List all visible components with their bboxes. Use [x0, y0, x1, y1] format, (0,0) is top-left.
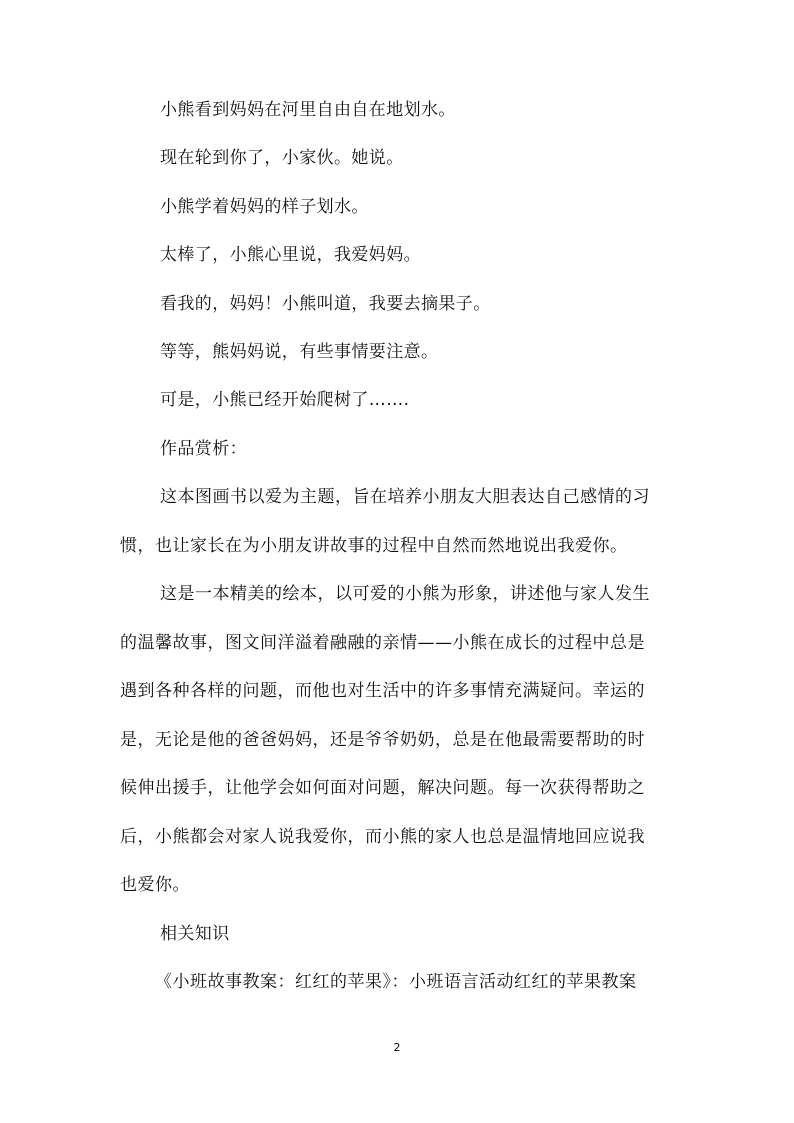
story-line-1: 小熊看到妈妈在河里自由自在地划水。 [160, 100, 456, 120]
paragraph2-line-2: 的温馨故事，图文间洋溢着融融的亲情——小熊在成长的过程中总是 [120, 633, 645, 653]
paragraph2-line-5: 候伸出援手，让他学会如何面对问题，解决问题。每一次获得帮助之 [120, 778, 645, 798]
appreciation-heading: 作品赏析： [160, 439, 247, 459]
story-line-3: 小熊学着妈妈的样子划水。 [160, 197, 369, 217]
paragraph2-line-4: 是，无论是他的爸爸妈妈，还是爷爷奶奶，总是在他最需要帮助的时 [120, 730, 645, 750]
paragraph2-line-1: 这是一本精美的绘本，以可爱的小熊为形象，讲述他与家人发生 [160, 584, 650, 604]
related-heading: 相关知识 [160, 924, 230, 944]
related-link[interactable]: 《小班故事教案：红红的苹果》：小班语言活动红红的苹果教案 [155, 972, 637, 992]
story-line-4: 太棒了，小熊心里说，我爱妈妈。 [160, 245, 421, 265]
paragraph2-line-3: 遇到各种各样的问题，而他也对生活中的许多事情充满疑问。幸运的 [120, 681, 645, 701]
paragraph2-line-6: 后，小熊都会对家人说我爱你，而小熊的家人也总是温情地回应说我 [120, 827, 645, 847]
story-line-7: 可是，小熊已经开始爬树了……. [160, 390, 410, 410]
page-number: 2 [393, 1041, 401, 1054]
story-line-2: 现在轮到你了，小家伙。她说。 [160, 148, 404, 168]
story-line-6: 等等，熊妈妈说，有些事情要注意。 [160, 342, 439, 362]
paragraph2-line-7: 也爱你。 [120, 875, 190, 895]
paragraph1-line-2: 惯，也让家长在为小朋友讲故事的过程中自然而然地说出我爱你。 [120, 536, 628, 556]
paragraph1-line-1: 这本图画书以爱为主题，旨在培养小朋友大胆表达自己感情的习 [160, 487, 650, 507]
story-line-5: 看我的，妈妈！小熊叫道，我要去摘果子。 [160, 294, 491, 314]
